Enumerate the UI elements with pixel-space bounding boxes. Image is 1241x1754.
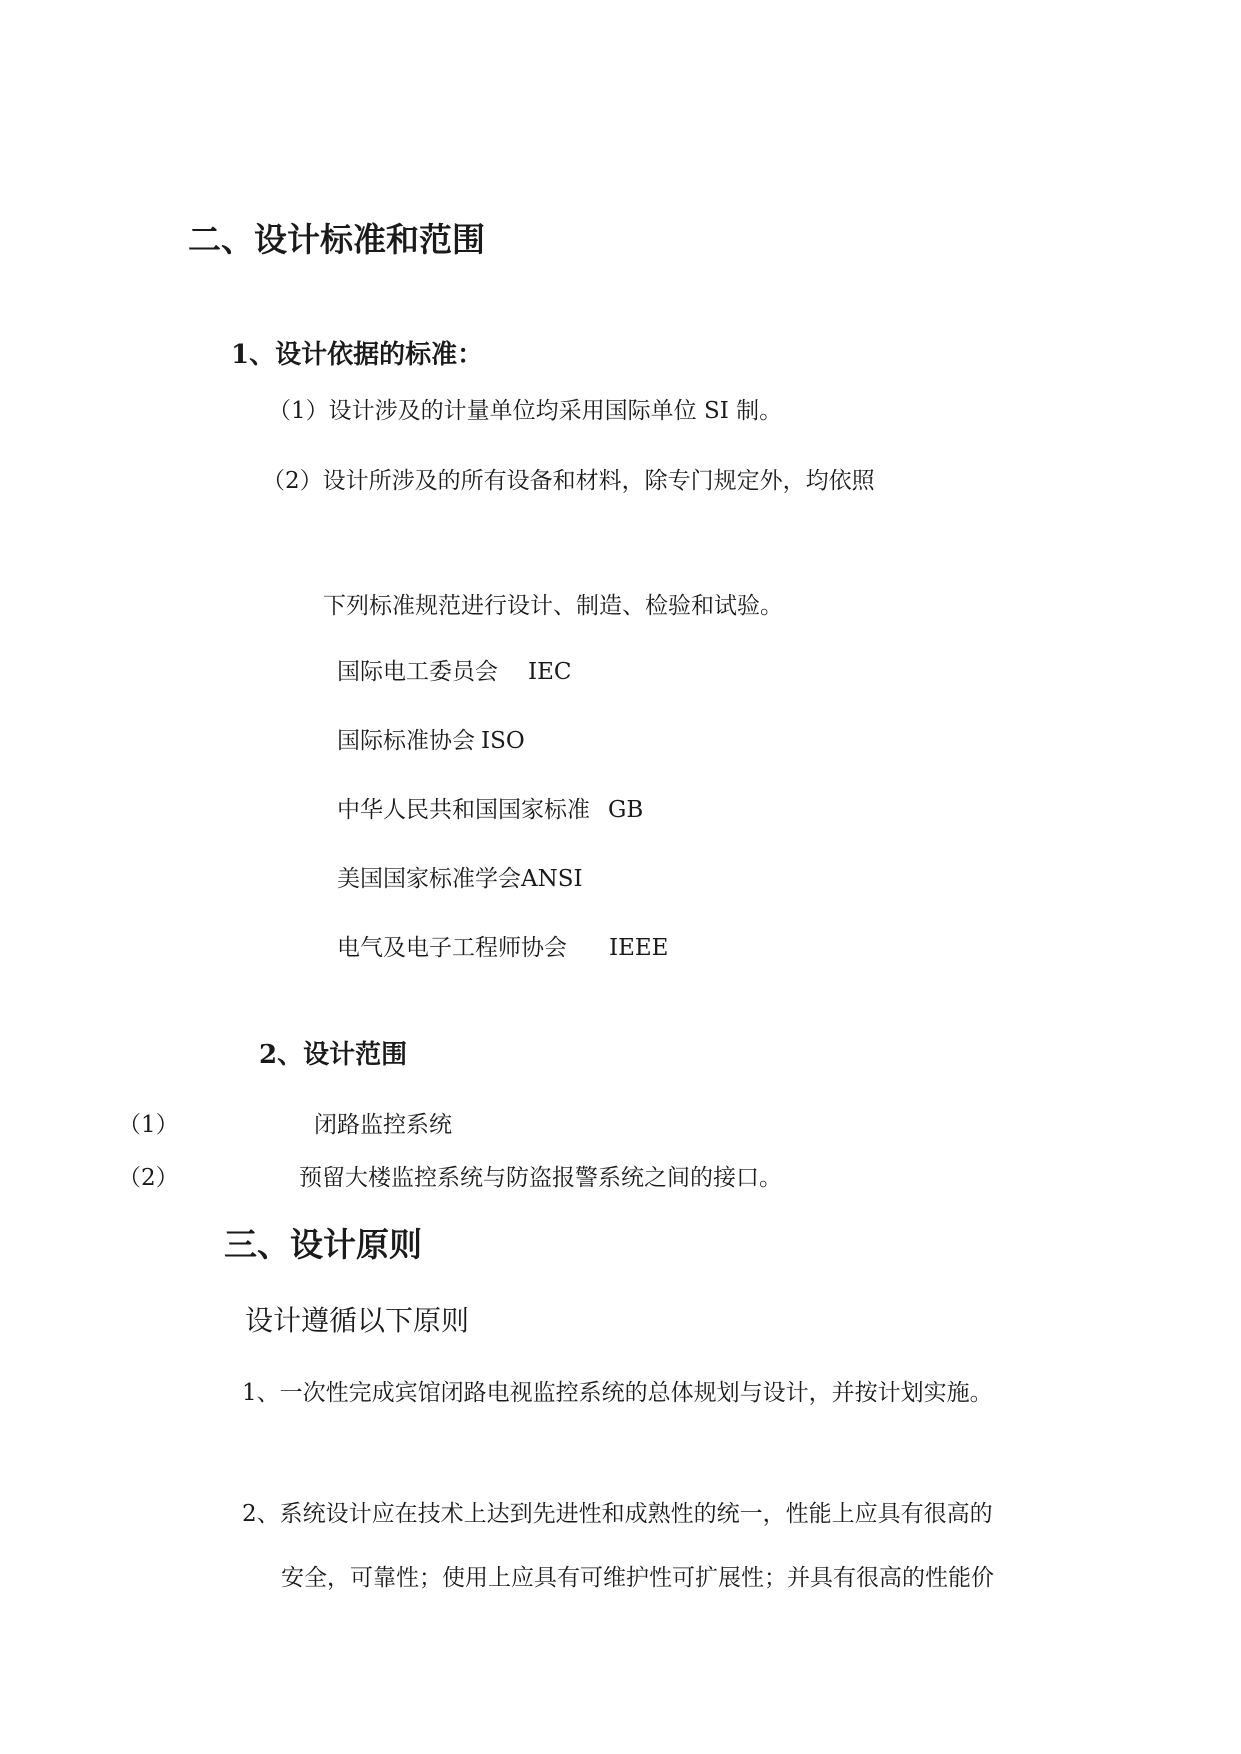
scope-item-number: （1） — [118, 1112, 179, 1138]
principle-item-1: 1、一次性完成宾馆闭路电视监控系统的总体规划与设计，并按计划实施。 — [242, 1380, 993, 1406]
principle-item-2-line-2: 安全，可靠性；使用上应具有可维护性可扩展性；并具有很高的性能价 — [281, 1565, 994, 1591]
subsection-2-1-heading: 1、设计依据的标准： — [231, 340, 484, 370]
standard-code: IEC — [528, 659, 572, 685]
standard-name: 电气及电子工程师协会 — [337, 935, 567, 961]
standard-code: ISO — [481, 728, 525, 754]
standard-code: ANSI — [521, 866, 583, 892]
scope-item-text: 闭路监控系统 — [314, 1112, 452, 1138]
standard-row — [337, 868, 583, 891]
standard-code: IEEE — [609, 935, 669, 961]
standard-row — [337, 730, 525, 753]
section-3-heading: 三、设计原则 — [224, 1225, 422, 1264]
standard-row — [337, 661, 571, 684]
standard-code: GB — [608, 797, 644, 823]
standard-name: 中华人民共和国国家标准 — [337, 797, 590, 823]
section-2-heading: 二、设计标准和范围 — [188, 220, 485, 259]
standards-item-2: （2）设计所涉及的所有设备和材料，除专门规定外，均依照 — [262, 468, 875, 494]
standard-row — [337, 937, 668, 960]
standard-name: 国际电工委员会 — [337, 659, 498, 685]
principles-intro: 设计遵循以下原则 — [245, 1304, 470, 1337]
standards-item-1: （1）设计涉及的计量单位均采用国际单位 SI 制。 — [268, 398, 783, 424]
standard-row — [337, 799, 643, 822]
standard-name: 国际标准协会 — [337, 728, 475, 754]
principle-item-2-line-1: 2、系统设计应在技术上达到先进性和成熟性的统一，性能上应具有很高的 — [242, 1501, 993, 1527]
scope-item-text: 预留大楼监控系统与防盗报警系统之间的接口。 — [299, 1165, 782, 1191]
subsection-2-2-heading: 2、设计范围 — [259, 1040, 408, 1070]
standard-name: 美国国家标准学会 — [337, 866, 521, 892]
scope-item-number: （2） — [118, 1165, 179, 1191]
standards-item-2-continued: 下列标准规范进行设计、制造、检验和试验。 — [323, 593, 783, 619]
